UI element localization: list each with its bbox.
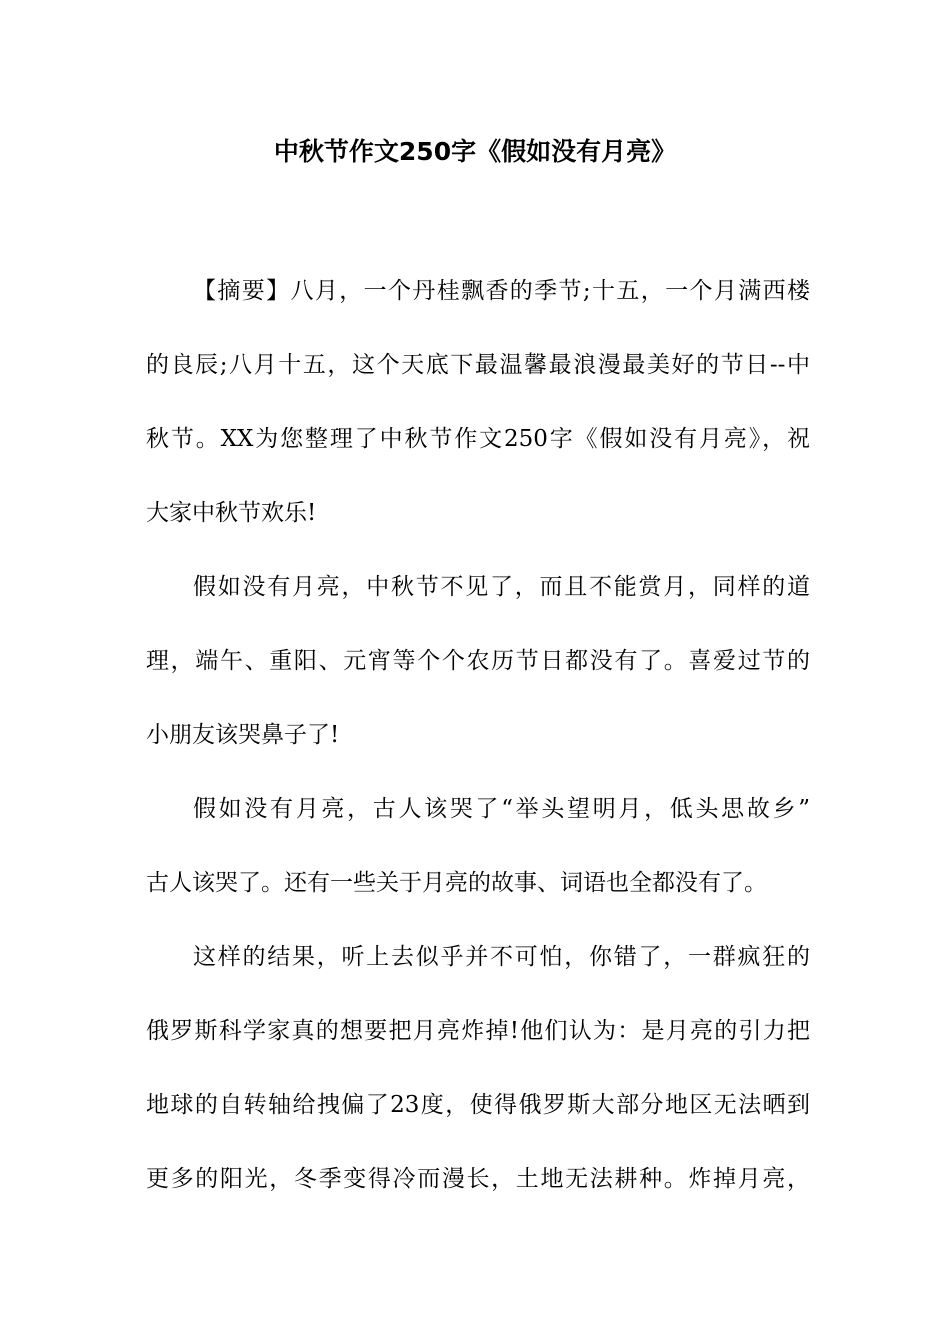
paragraph-line: 假如没有月亮，中秋节不见了，而且不能赏月，同样的道 bbox=[193, 574, 810, 600]
paragraph-line: 这样的结果，听上去似乎并不可怕，你错了，一群疯狂的 bbox=[193, 944, 810, 970]
paragraph-line: 更多的阳光，冬季变得冷而漫长，土地无法耕种。炸掉月亮， bbox=[146, 1166, 810, 1192]
paragraph-line: 假如没有月亮，古人该哭了“举头望明月，低头思故乡” bbox=[193, 796, 810, 822]
document-title: 中秋节作文250字《假如没有月亮》 bbox=[273, 137, 677, 166]
paragraph-line: 大家中秋节欢乐! bbox=[146, 500, 317, 526]
document-body bbox=[146, 254, 810, 1216]
paragraph-line: 【摘要】八月，一个丹桂飘香的季节;十五，一个月满西楼 bbox=[193, 278, 810, 304]
paragraph-line: 秋节。XX为您整理了中秋节作文250字《假如没有月亮》，祝 bbox=[146, 426, 810, 452]
paragraph-line: 的良辰;八月十五，这个天底下最温馨最浪漫最美好的节日--中 bbox=[146, 352, 810, 378]
paragraph-line: 理，端午、重阳、元宵等个个农历节日都没有了。喜爱过节的 bbox=[146, 648, 810, 674]
paragraph-line: 俄罗斯科学家真的想要把月亮炸掉!他们认为：是月亮的引力把 bbox=[146, 1018, 810, 1044]
paragraph-line: 地球的自转轴给拽偏了23度，使得俄罗斯大部分地区无法晒到 bbox=[146, 1092, 810, 1118]
paragraph-line: 小朋友该哭鼻子了! bbox=[146, 722, 340, 748]
paragraph-line: 古人该哭了。还有一些关于月亮的故事、词语也全都没有了。 bbox=[146, 870, 767, 896]
